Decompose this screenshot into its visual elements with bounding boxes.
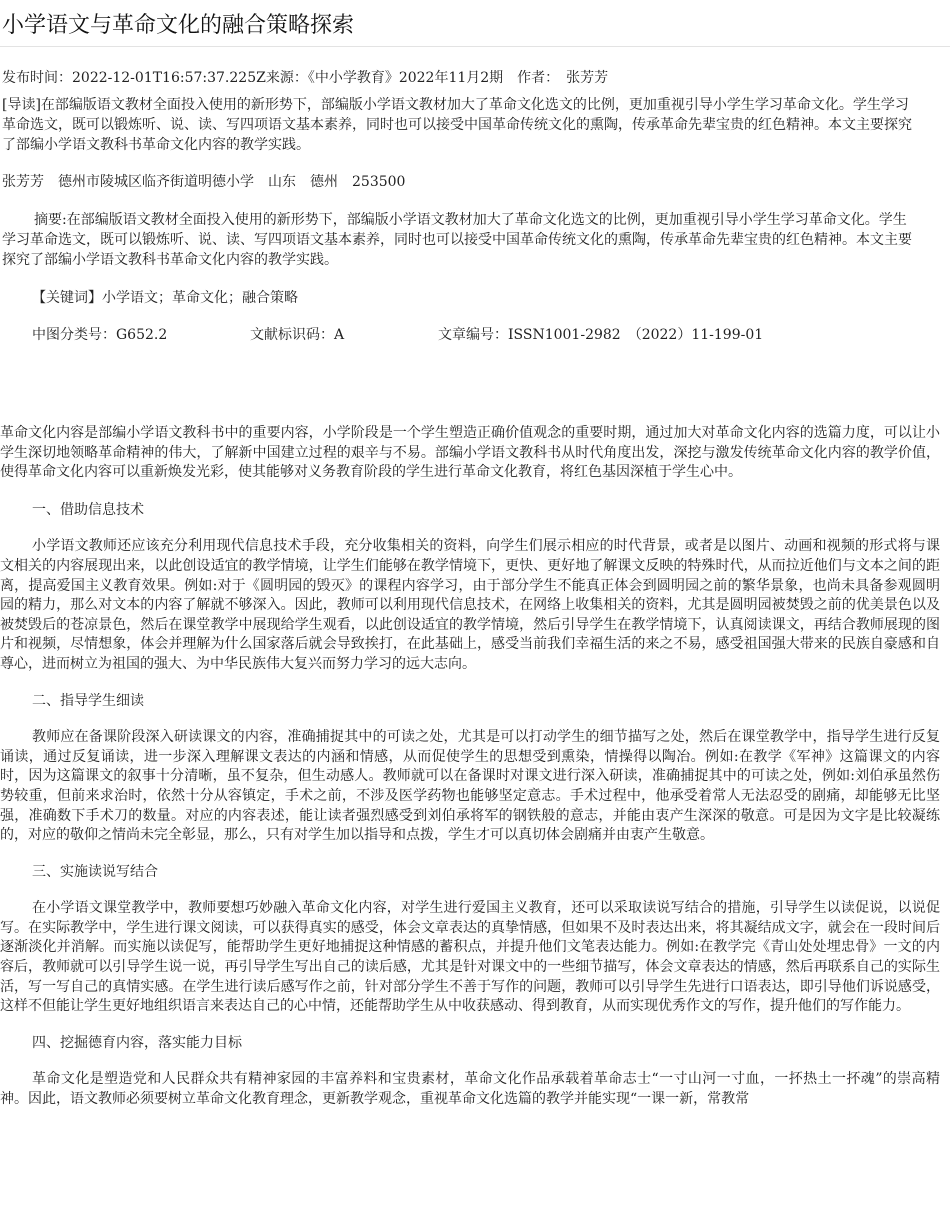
section-paragraph: 革命文化是塑造党和人民群众共有精神家园的丰富养料和宝贵素材，革命文化作品承载着革命志士“一寸山河一寸血，一抔热土一抔魂”的崇高精神。因此，语文教师必须要树立革命文化教育理念，更新教学观念，重视革命文化选篇的教学并能实现“一课一新，常教常	[0, 1071, 940, 1108]
classification-number: 中图分类号：G652.2	[32, 327, 168, 343]
title-divider	[0, 46, 950, 47]
intro-paragraph: 革命文化内容是部编小学语文教科书中的重要内容，小学阶段是一个学生塑造正确价值观念的重要时期，通过加大对革命文化内容的选篇力度，可以让小学生深切地领略革命精神的伟大，了解新中国建立过程的艰辛与不易。部编小学语文教科书从时代角度出发，深挖与激发传统革命文化内容的教学价值，使得革命文化内容可以重新焕发光彩，使其能够对义务教育阶段的学生进行革命文化教育，将红色基因深植于学生心中。	[0, 425, 940, 481]
article-body	[0, 424, 940, 1127]
section-heading: 二、指导学生细读	[32, 692, 144, 709]
section-heading: 四、挖掘德育内容，落实能力目标	[32, 1034, 242, 1051]
section-paragraph: 小学语文教师还应该充分利用现代信息技术手段，充分收集相关的资料，向学生们展示相应的时代背景，或者是以图片、动画和视频的形式将与课文相关的内容展现出来，以此创设适宜的教学情境，让学生们能够在教学情境下，更快、更好地了解课文反映的特殊时代，从而拉近他们与文本之间的距离，提高爱国主义教育效果。例如:对于《圆明园的毁灭》的课程内容学习，由于部分学生不能真正体会到圆明园之前的繁华景象，也尚未具备参观圆明园的精力，那么对文本的内容了解就不够深入。因此，教师可以利用现代信息技术，在网络上收集相关的资料，尤其是圆明园被焚毁之前的优美景色以及被焚毁后的苍凉景色，然后在课堂教学中展现给学生观看，以此创设适宜的教学情境，然后引导学生在教学情境下，认真阅读课文，再结合教师展现的图片和视频，尽情想象，体会并理解为什么国家落后就会导致挨打，在此基础上，感受当前我们幸福生活的来之不易，感受祖国强大带来的民族自豪感和自尊心，进而树立为祖国的强大、为中华民族伟大复兴而努力学习的远大志向。	[0, 538, 940, 672]
article-number: 文章编号：ISSN1001-2982 （2022）11-199-01	[438, 327, 764, 343]
section-paragraph: 在小学语文课堂教学中，教师要想巧妙融入革命文化内容，对学生进行爱国主义教育，还可以采取读说写结合的措施，引导学生以读促说，以说促写。在实际教学中，学生进行课文阅读，可以获得真实的感受，体会文章表达的真挚情感，但如果不及时表达出来，将其凝结成文字，就会在一段时间后逐渐淡化并消解。而实施以读促写，能帮助学生更好地捕捉这种情感的蓄积点，并提升他们文笔表达能力。例如:在教学完《青山处处埋忠骨》一文的内容后，教师就可以引导学生说一说，再引导学生写出自己的读后感，尤其是针对课文中的一些细节描写，体会文章表达的情感，然后再联系自己的实际生活，写一写自己的真情实感。在学生进行读后感写作之前，针对部分学生不善于写作的问题，教师可以引导学生先进行口语表达，即引导他们诉说感受，这样不但能让学生更好地组织语言来表达自己的心中情，还能帮助学生从中收获感动、得到教育，从而实现优秀作文的写作，提升他们的写作能力。	[0, 900, 940, 1015]
article-guide: [导读]在部编版语文教材全面投入使用的新形势下，部编版小学语文教材加大了革命文化选文的比例，更加重视引导小学生学习革命文化。学生学习革命选文，既可以锻炼听、说、读、写四项语文基本素养，同时也可以接受中国革命传统文化的熏陶，传承革命先辈宝贵的红色精神。本文主要探究了部编小学语文教科书革命文化内容的教学实践。	[2, 97, 912, 153]
section-paragraph: 教师应在备课阶段深入研读课文的内容，准确捕捉其中的可读之处，尤其是可以打动学生的细节描写之处，然后在课堂教学中，指导学生进行反复诵读，通过反复诵读，进一步深入理解课文表达的内涵和情感，从而促使学生的思想受到熏染，情操得以陶冶。例如:在教学《军神》这篇课文的内容时，因为这篇课文的叙事十分清晰，虽不复杂，但生动感人。教师就可以在备课时对课文进行深入研读，准确捕捉其中的可读之处，例如:刘伯承虽然伤势较重，但前来求治时，依然十分从容镇定，手术之前，不涉及医学药物也能够坚定意志。手术过程中，他承受着常人无法忍受的剧痛，却能够无比坚强，准确数下手术刀的数量。对应的内容表述，能让读者强烈感受到刘伯承将军的钢铁般的意志，并能由衷产生深深的敬意。可是因为文字是比较凝练的，对应的敬仰之情尚未完全彰显，那么，只有对学生加以指导和点拨，学生才可以真切体会剧痛并由衷产生敬意。	[0, 729, 940, 844]
article-keywords: 【关键词】小学语文；革命文化；融合策略	[32, 290, 298, 306]
author-line: 张芳芳 德州市陵城区临齐街道明德小学 山东 德州 253500	[2, 174, 406, 190]
section-heading: 一、借助信息技术	[32, 501, 144, 518]
article-abstract: 摘要:在部编版语文教材全面投入使用的新形势下，部编版小学语文教材加大了革命文化选文的比例，更加重视引导小学生学习革命文化。学生学习革命选文，既可以锻炼听、说、读、写四项语文基本素养，同时也可以接受中国革命传统文化的熏陶，传承革命先辈宝贵的红色精神。本文主要探究了部编小学语文教科书革命文化内容的教学实践。	[2, 212, 912, 268]
article-meta: 发布时间：2022-12-01T16:57:37.225Z来源：《中小学教育》2022年11月2期 作者： 张芳芳	[2, 70, 609, 86]
section-heading: 三、实施读说写结合	[32, 863, 158, 880]
classification-line	[32, 325, 912, 345]
article-title: 小学语文与革命文化的融合策略探索	[2, 13, 355, 38]
document-code: 文献标识码：A	[250, 327, 345, 343]
